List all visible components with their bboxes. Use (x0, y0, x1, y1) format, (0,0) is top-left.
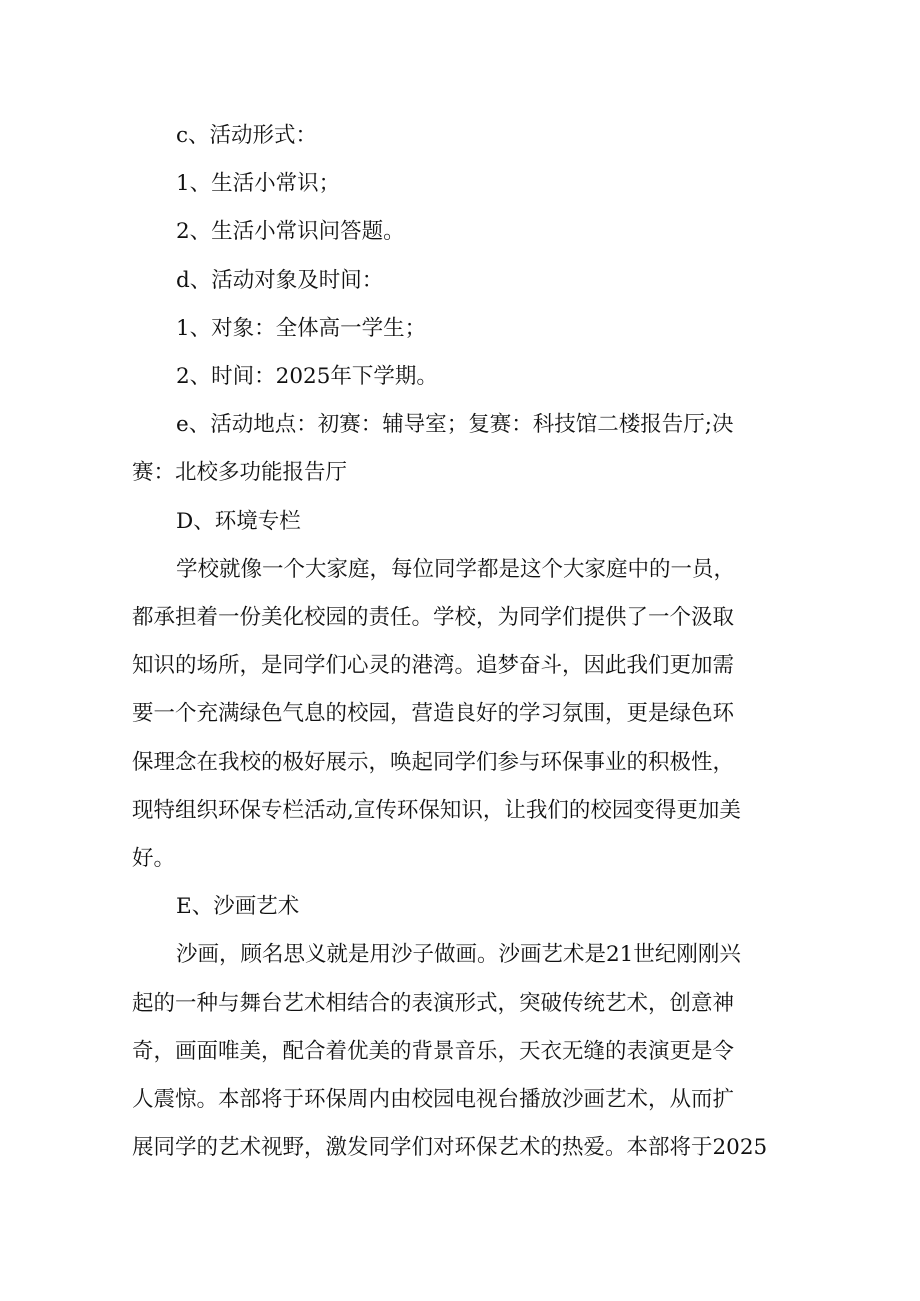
section-d-heading: D、环境专栏 (176, 508, 301, 534)
paragraph-line: 展同学的艺术视野，激发同学们对环保艺术的热爱。本部将于2025 (132, 1135, 768, 1161)
list-item: 2、时间：2025年下学期。 (176, 364, 438, 390)
list-item: 1、对象：全体高一学生； (176, 315, 427, 341)
list-item: 1、生活小常识； (176, 171, 341, 197)
activity-location-line: e、活动地点：初赛：辅导室；复赛：科技馆二楼报告厅;决 (176, 412, 734, 438)
paragraph-line: 奇，画面唯美，配合着优美的背景音乐，天衣无缝的表演更是令 (132, 1038, 735, 1064)
document-page (132, 112, 796, 1172)
paragraph-line: 学校就像一个大家庭，每位同学都是这个大家庭中的一员， (176, 556, 736, 582)
activity-format-heading: c、活动形式： (176, 123, 318, 148)
list-item: 2、生活小常识问答题。 (176, 219, 405, 245)
paragraph-line: 沙画，顾名思义就是用沙子做画。沙画艺术是21世纪刚刚兴 (176, 942, 741, 968)
paragraph-line: 现特组织环保专栏活动,宣传环保知识，让我们的校园变得更加美 (132, 797, 741, 823)
paragraph-line: 保理念在我校的极好展示，唤起同学们参与环保事业的积极性， (132, 749, 735, 775)
paragraph-line: 起的一种与舞台艺术相结合的表演形式，突破传统艺术，创意神 (132, 990, 735, 1016)
paragraph-line: 都承担着一份美化校园的责任。学校，为同学们提供了一个汲取 (132, 605, 735, 631)
paragraph-line: 知识的场所，是同学们心灵的港湾。追梦奋斗，因此我们更加需 (132, 653, 735, 679)
paragraph-line: 要一个充满绿色气息的校园，营造良好的学习氛围，更是绿色环 (132, 701, 735, 727)
paragraph-line: 人震惊。本部将于环保周内由校园电视台播放沙画艺术，从而扩 (132, 1087, 735, 1113)
section-e-heading: E、沙画艺术 (176, 894, 300, 920)
activity-target-heading: d、活动对象及时间： (176, 267, 384, 293)
paragraph-line: 好。 (132, 846, 176, 872)
activity-location-line: 赛：北校多功能报告厅 (132, 460, 348, 486)
